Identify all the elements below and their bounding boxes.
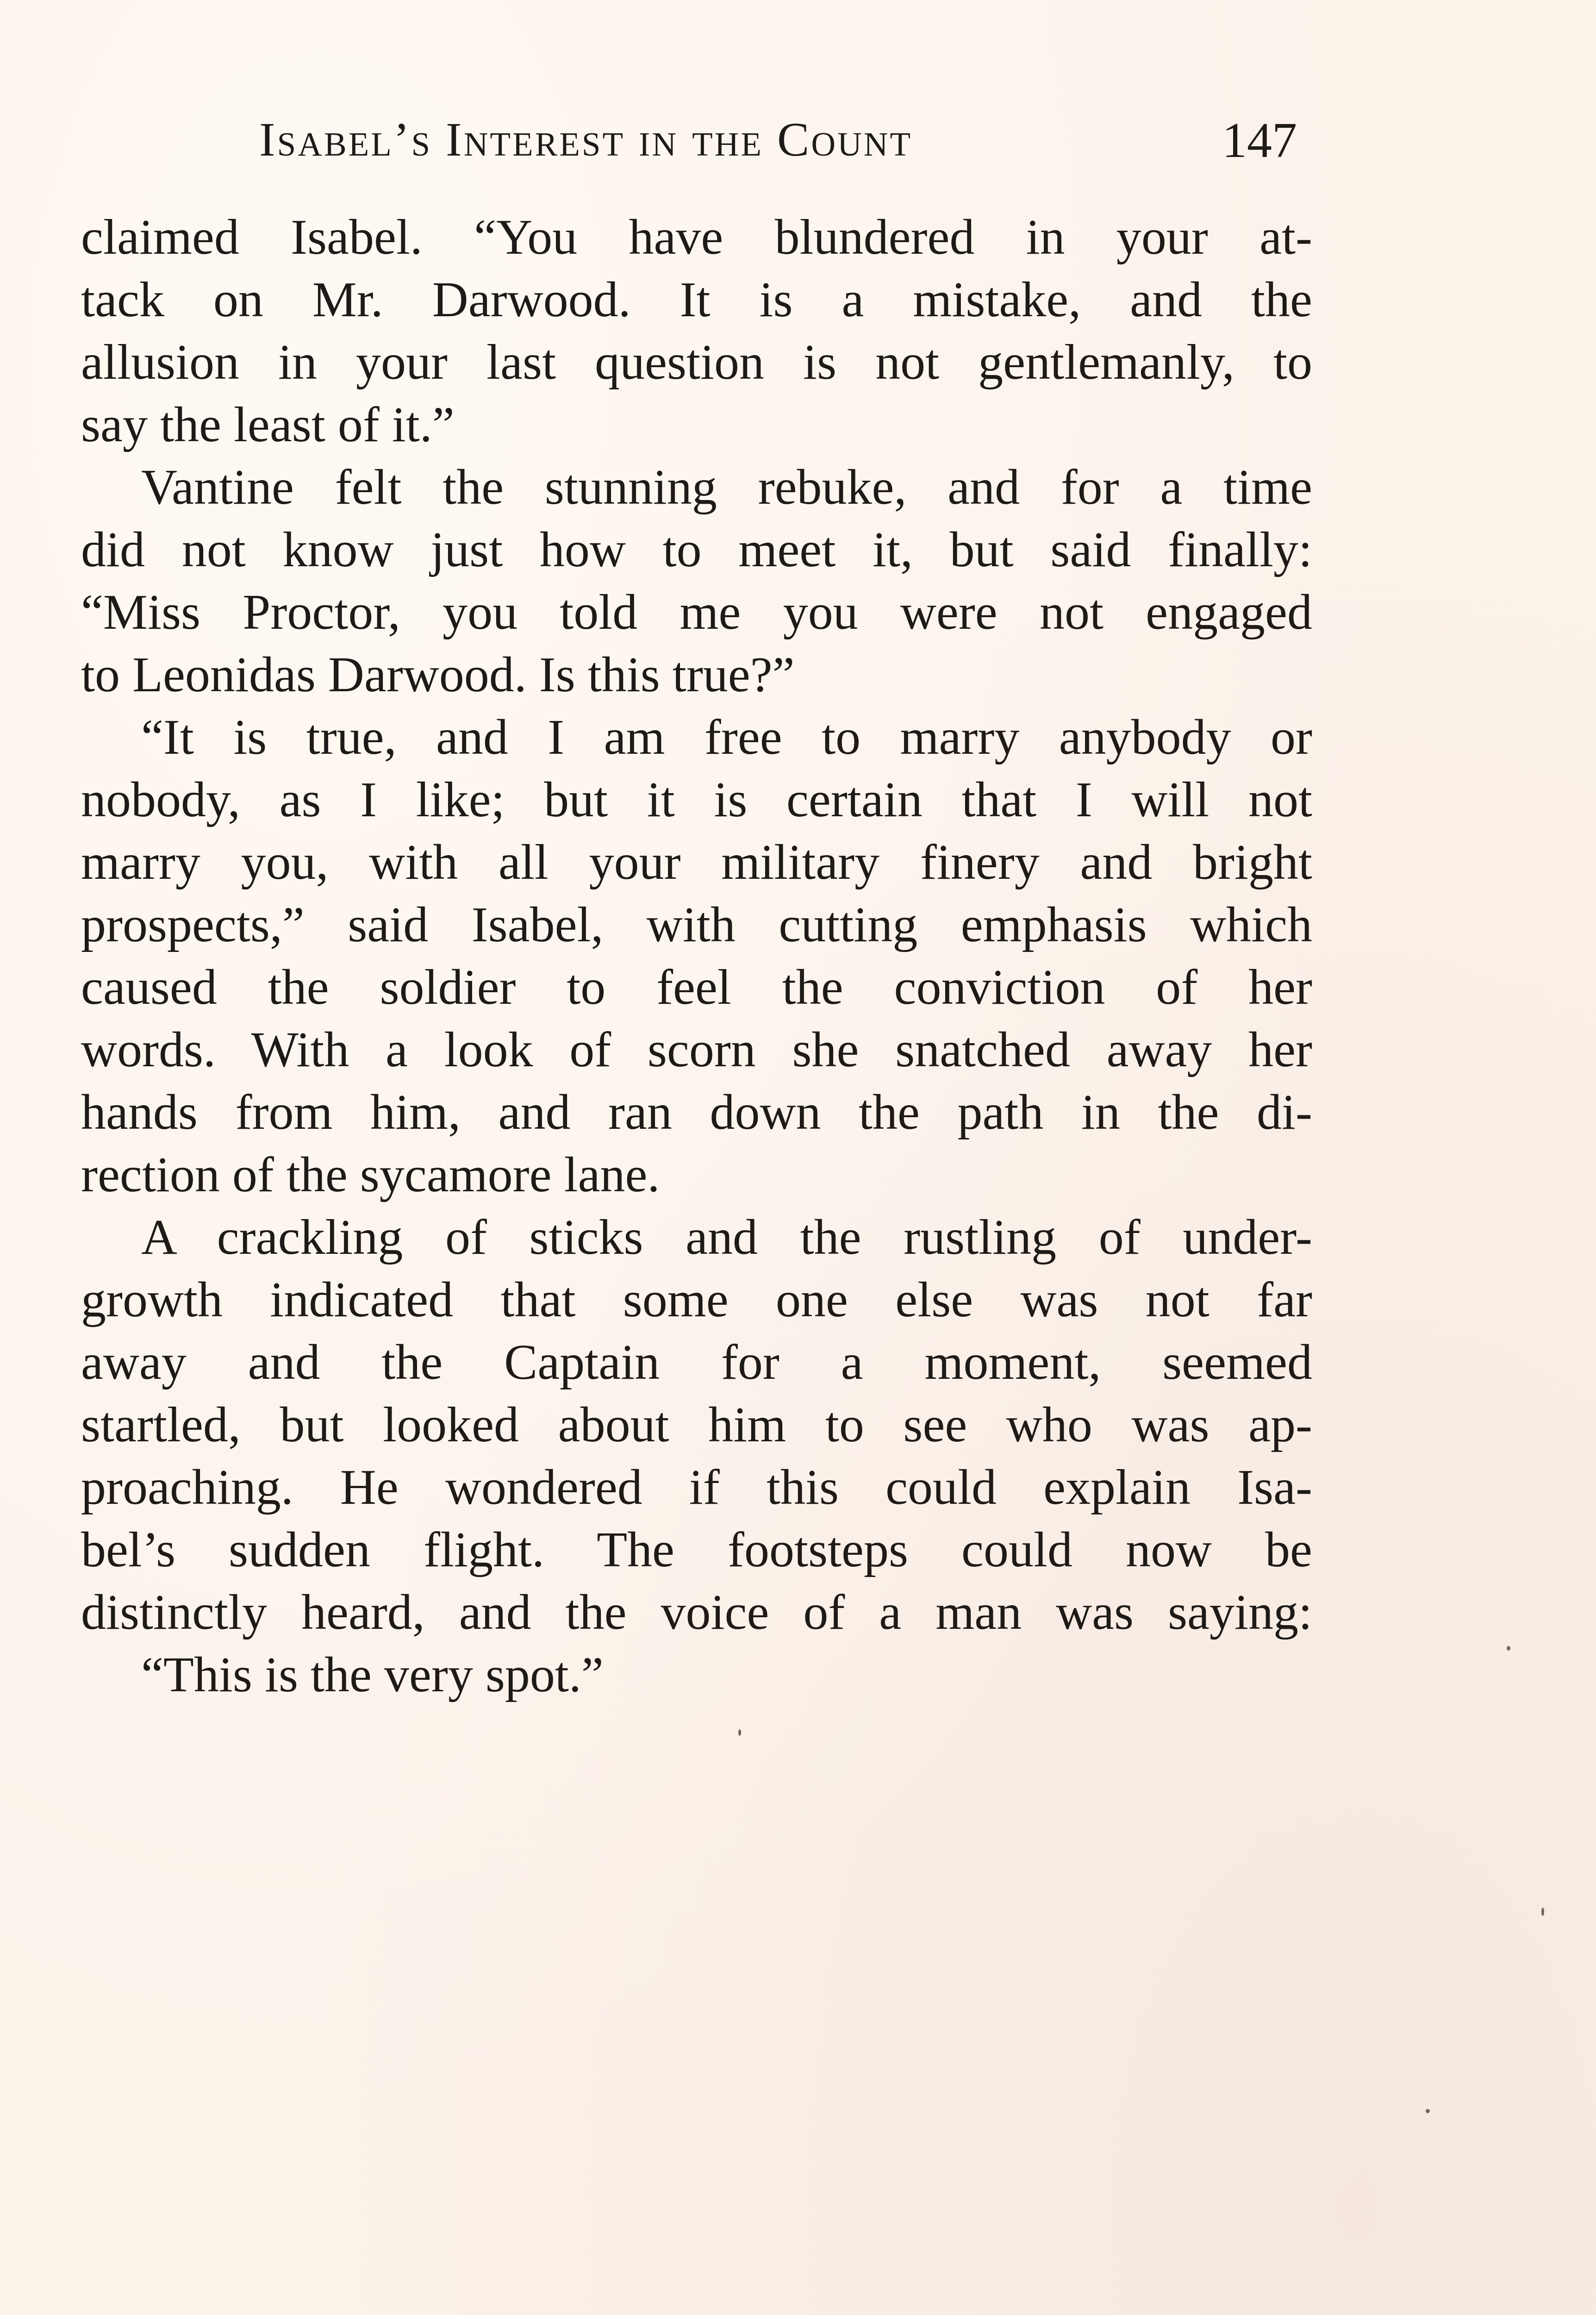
text-line: rection of the sycamore lane. xyxy=(81,1147,660,1202)
text-line: A crackling of sticks and the rustling of under- xyxy=(141,1210,1312,1265)
text-line: distinctly heard, and the voice of a man was saying: xyxy=(81,1585,1312,1640)
text-line: startled, but looked about him to see who was ap- xyxy=(81,1397,1312,1452)
paper-speck xyxy=(738,1729,741,1736)
text-line: bel’s sudden flight. The footsteps could now be xyxy=(81,1522,1312,1577)
text-line: “Miss Proctor, you told me you were not engaged xyxy=(81,585,1312,640)
text-line: allusion in your last question is not gentlemanly, to xyxy=(81,335,1312,390)
text-line: words. With a look of scorn she snatched away her xyxy=(81,1022,1312,1077)
page-number: 147 xyxy=(1222,113,1297,168)
text-line: claimed Isabel. “You have blundered in your at- xyxy=(81,210,1312,265)
text-line: say the least of it.” xyxy=(81,397,455,452)
text-line: prospects,” said Isabel, with cutting emphasis which xyxy=(81,897,1312,952)
paper-speck xyxy=(1541,1908,1544,1916)
text-line: proaching. He wondered if this could explain Isa- xyxy=(81,1460,1312,1515)
text-line: tack on Mr. Darwood. It is a mistake, and the xyxy=(81,272,1312,327)
running-head-title: Isabel’s Interest in the Count xyxy=(259,113,913,166)
paper-speck xyxy=(1507,1646,1510,1651)
text-line: caused the soldier to feel the conviction of her xyxy=(81,960,1312,1015)
text-line: hands from him, and ran down the path in the di- xyxy=(81,1085,1312,1140)
paper-speck xyxy=(1426,2109,1430,2113)
text-line: “This is the very spot.” xyxy=(141,1647,604,1702)
text-line: nobody, as I like; but it is certain that I will not xyxy=(81,772,1312,827)
text-line: away and the Captain for a moment, seemed xyxy=(81,1335,1312,1390)
body-text xyxy=(81,206,1312,1706)
text-line: growth indicated that some one else was not far xyxy=(81,1272,1312,1327)
text-line: did not know just how to meet it, but said finally: xyxy=(81,522,1312,577)
text-line: “It is true, and I am free to marry anybody or xyxy=(141,710,1312,765)
text-line: to Leonidas Darwood. Is this true?” xyxy=(81,647,795,702)
text-line: marry you, with all your military finery and bright xyxy=(81,835,1312,890)
text-line: Vantine felt the stunning rebuke, and for a time xyxy=(141,460,1312,515)
